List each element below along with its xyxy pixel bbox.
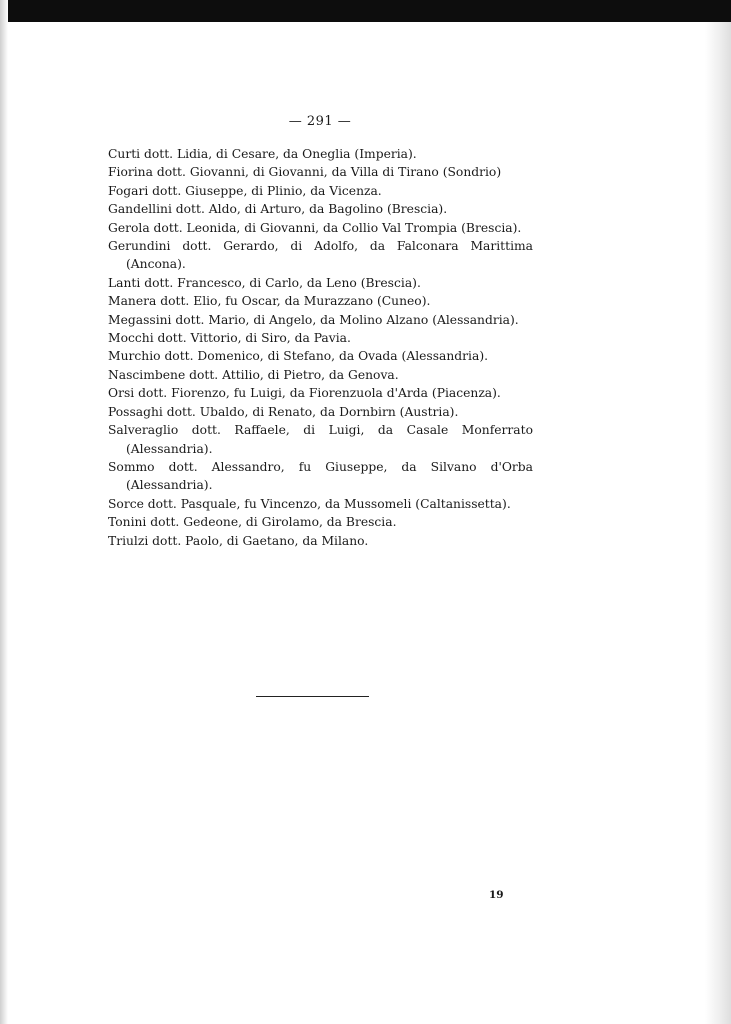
list-item: Triulzi dott. Paolo, di Gaetano, da Milano. (108, 533, 369, 548)
scan-top-edge (0, 0, 731, 22)
list-item: Murchio dott. Domenico, di Stefano, da Ovada (Alessandria). (108, 349, 489, 364)
list-item: Fiorina dott. Giovanni, di Giovanni, da Villa di Tirano (Sondrio) (108, 165, 502, 180)
list-item: Lanti dott. Francesco, di Carlo, da Leno (Brescia). (108, 275, 421, 290)
list-item: Possaghi dott. Ubaldo, di Renato, da Dornbirn (Austria). (108, 404, 459, 419)
list-item: Sommo dott. Alessandro, fu Giuseppe, da Silvano d'Orba (Alessandria). (108, 459, 533, 493)
list-item: Orsi dott. Fiorenzo, fu Luigi, da Fiorenzuola d'Arda (Piacenza). (108, 386, 501, 401)
section-divider (256, 696, 369, 697)
list-item: Curti dott. Lidia, di Cesare, da Oneglia (Imperia). (108, 147, 417, 161)
list-item: Salveraglio dott. Raffaele, di Luigi, da Casale Monferrato (Alessandria). (108, 423, 533, 456)
list-item: Fogari dott. Giuseppe, di Plinio, da Vicenza. (108, 183, 382, 198)
list-item: Gandellini dott. Aldo, di Arturo, da Bagolino (Brescia). (108, 202, 448, 217)
list-item: Gerola dott. Leonida, di Giovanni, da Collio Val Trompia (Brescia). (108, 220, 522, 235)
list-item: Manera dott. Elio, fu Oscar, da Murazzano (Cuneo). (108, 294, 431, 309)
list-item: Nascimbene dott. Attilio, di Pietro, da Genova. (108, 367, 399, 382)
page-number: — 291 — (288, 114, 352, 129)
signature-mark: 19 (489, 889, 504, 901)
scan-right-edge (705, 22, 731, 1024)
list-item: Tonini dott. Gedeone, di Girolamo, da Brescia. (108, 515, 397, 530)
scan-left-edge (0, 0, 8, 1024)
name-list (108, 145, 533, 550)
list-item: Sorce dott. Pasquale, fu Vincenzo, da Mussomeli (Caltanissetta). (108, 496, 511, 511)
list-item: Mocchi dott. Vittorio, di Siro, da Pavia. (108, 331, 351, 346)
list-item: Gerundini dott. Gerardo, di Adolfo, da Falconara Marittima (Ancona). (108, 239, 533, 272)
list-item: Megassini dott. Mario, di Angelo, da Molino Alzano (Alessandria). (108, 312, 519, 327)
